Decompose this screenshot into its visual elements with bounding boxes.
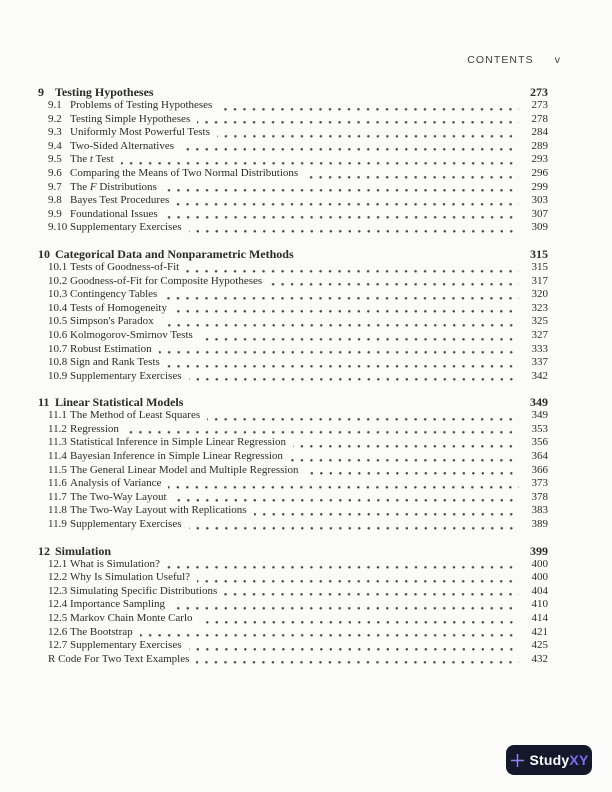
toc-section-row[interactable] [38, 153, 548, 167]
toc-section-row[interactable] [38, 370, 548, 384]
toc-section-row[interactable] [38, 126, 548, 140]
section-page-number: 325 [531, 315, 548, 328]
section-number: 9.1 [48, 99, 62, 111]
toc-section-row[interactable] [38, 423, 548, 437]
section-title [70, 288, 157, 302]
section-number: 11.2 [48, 422, 67, 435]
toc-section-row[interactable] [38, 585, 548, 599]
section-title [70, 585, 217, 599]
toc-section-row[interactable] [38, 356, 548, 370]
section-page-number: 299 [531, 180, 548, 193]
section-title [48, 653, 189, 667]
section-title [70, 153, 114, 167]
section-title [70, 370, 182, 384]
title-segment: Tests of Homogeneity [70, 301, 167, 314]
toc-section-row[interactable] [38, 436, 548, 450]
dot-leader [174, 499, 519, 502]
contents-header-label: CONTENTS [467, 54, 534, 66]
toc-section-row[interactable] [38, 315, 548, 329]
dot-leader [219, 108, 519, 111]
dot-leader [186, 270, 519, 273]
chapter-number: 9 [38, 85, 44, 99]
section-page-number: 303 [531, 194, 548, 207]
section-page-number: 327 [531, 328, 548, 341]
section-page-number: 309 [531, 221, 548, 234]
section-title [70, 302, 167, 316]
dot-leader [200, 338, 519, 341]
title-segment: R Code For Two Text Examples [48, 652, 190, 665]
section-page-number: 400 [531, 557, 548, 570]
title-segment: Supplementary Exercises [70, 518, 182, 531]
section-page-number: 389 [531, 518, 548, 531]
dot-leader [174, 310, 519, 313]
toc-section-row[interactable] [38, 639, 548, 653]
toc-section-row[interactable] [38, 477, 548, 491]
chapter-page-number: 349 [530, 395, 548, 410]
toc-section-row[interactable] [38, 288, 548, 302]
chapter-title [55, 544, 111, 558]
section-number: 12.2 [48, 571, 68, 584]
toc-section-row[interactable] [38, 464, 548, 478]
section-number: 10.7 [48, 342, 68, 355]
toc-section-row[interactable] [38, 626, 548, 640]
chapter-number: 11 [38, 395, 50, 410]
dot-leader [196, 661, 519, 664]
section-page-number: 323 [531, 301, 548, 314]
dot-leader [197, 580, 519, 583]
title-segment: Robust Estimation [70, 342, 152, 355]
title-segment: Linear Statistical Models [55, 395, 184, 410]
section-number: 11.6 [48, 477, 67, 490]
title-segment: Distributions [96, 180, 157, 193]
section-title [70, 275, 262, 289]
title-segment: Why Is Simulation Useful? [70, 571, 191, 584]
dot-leader [126, 431, 519, 434]
toc-section-row[interactable] [38, 571, 548, 585]
chapter-title [55, 247, 294, 261]
title-segment: The Two-Way Layout [70, 490, 167, 503]
section-number: 9.6 [48, 166, 62, 179]
section-title [70, 450, 283, 464]
toc-section-row[interactable] [38, 329, 548, 343]
title-segment: The Bootstrap [70, 625, 133, 638]
section-title [70, 477, 161, 491]
toc-section-row[interactable] [38, 208, 548, 222]
chapter-number: 12 [38, 543, 50, 558]
section-page-number: 383 [531, 504, 548, 517]
toc-chapter [38, 544, 548, 667]
section-title [70, 221, 182, 235]
toc-section-row[interactable] [38, 409, 548, 423]
section-number: 11.3 [48, 436, 67, 449]
toc-section-row[interactable] [38, 261, 548, 275]
chapter-title [55, 395, 183, 409]
section-number: 11.9 [48, 518, 67, 531]
toc-chapter [38, 85, 548, 235]
title-segment: What is Simulation? [70, 557, 160, 570]
toc-section-row[interactable] [38, 504, 548, 518]
section-page-number: 293 [531, 153, 548, 166]
section-page-number: 353 [531, 422, 548, 435]
toc-section-row[interactable] [38, 181, 548, 195]
dot-leader [200, 621, 519, 624]
section-page-number: 404 [531, 584, 548, 597]
section-number: 9.4 [48, 139, 62, 152]
logo-study: Study [529, 752, 570, 768]
title-segment: Testing Hypotheses [55, 85, 154, 99]
title-segment: Bayesian Inference in Simple Linear Regression [70, 450, 283, 463]
section-title [70, 329, 193, 343]
section-page-number: 278 [531, 112, 548, 125]
section-number: 9.10 [48, 221, 68, 234]
title-segment: The [70, 153, 90, 166]
section-page-number: 410 [531, 598, 548, 611]
section-number: 11.4 [48, 450, 67, 463]
toc-chapter [38, 247, 548, 383]
section-number: 9.3 [48, 126, 62, 139]
dot-leader [254, 513, 519, 516]
section-title [70, 504, 247, 518]
section-page-number: 414 [531, 612, 548, 624]
section-page-number: 356 [531, 436, 548, 449]
section-number: 10.2 [48, 274, 68, 287]
title-segment: Simulating Specific Distributions [70, 584, 218, 597]
section-page-number: 333 [531, 342, 548, 355]
title-segment: The General Linear Model and Multiple Regression [70, 463, 299, 476]
section-title [70, 612, 193, 626]
dot-leader [172, 607, 519, 610]
toc-section-row[interactable] [38, 194, 548, 208]
section-title [70, 194, 169, 208]
toc-section-row[interactable] [38, 598, 548, 612]
title-segment: Testing Simple Hypotheses [70, 112, 191, 125]
toc-section-row[interactable] [38, 302, 548, 316]
section-title [70, 571, 190, 585]
toc-section-row[interactable] [38, 491, 548, 505]
section-title [70, 113, 190, 127]
title-segment: Bayes Test Procedures [70, 194, 170, 207]
section-page-number: 284 [531, 126, 548, 139]
dot-leader [176, 203, 519, 206]
section-page-number: 317 [531, 274, 548, 287]
toc-section-row[interactable] [38, 167, 548, 181]
toc-chapter-row[interactable] [38, 85, 548, 99]
title-segment: Foundational Issues [70, 207, 158, 220]
chapter-page-number: 273 [530, 85, 548, 99]
studyxy-badge[interactable] [506, 745, 592, 775]
title-segment: Categorical Data and Nonparametric Methods [55, 246, 294, 261]
section-number: 10.9 [48, 369, 68, 382]
section-title [70, 181, 157, 195]
section-page-number: 373 [531, 477, 548, 490]
section-title [70, 409, 200, 423]
section-title [70, 518, 182, 532]
section-page-number: 421 [531, 625, 548, 638]
section-page-number: 342 [531, 369, 548, 382]
title-segment: Importance Sampling [70, 598, 166, 611]
chapter-number: 10 [38, 246, 50, 261]
toc-section-row[interactable] [38, 113, 548, 127]
toc-section-row[interactable] [38, 558, 548, 572]
title-segment: Markov Chain Monte Carlo [70, 612, 193, 624]
section-page-number: 296 [531, 166, 548, 179]
title-segment: The Two-Way Layout with Replications [70, 504, 247, 517]
title-segment: The [70, 180, 90, 193]
toc-chapter-row[interactable] [38, 544, 548, 558]
chapter-page-number: 399 [530, 543, 548, 558]
toc-section-row[interactable] [38, 99, 548, 113]
dot-leader [290, 459, 519, 462]
section-number: 12.5 [48, 612, 68, 624]
section-number: 10.5 [48, 315, 68, 328]
studyxy-wordmark [530, 752, 589, 768]
title-segment: Statistical Inference in Simple Linear Regression [70, 436, 286, 449]
section-title [70, 436, 286, 450]
section-number: 11.7 [48, 490, 67, 503]
dot-leader [189, 378, 520, 381]
title-segment: Goodness-of-Fit for Composite Hypotheses [70, 274, 263, 287]
title-segment: Problems of Testing Hypotheses [70, 99, 213, 111]
page-header [467, 54, 560, 66]
dot-leader [167, 365, 519, 368]
toc-section-row[interactable] [38, 518, 548, 532]
toc-section-row[interactable] [38, 343, 548, 357]
section-page-number: 289 [531, 139, 548, 152]
dot-leader [189, 648, 520, 651]
section-page-number: 315 [531, 260, 548, 273]
dot-leader [269, 283, 519, 286]
section-title [70, 315, 154, 329]
title-segment: Comparing the Means of Two Normal Distributions [70, 166, 299, 179]
title-segment: Contingency Tables [70, 288, 158, 301]
plus-icon [510, 753, 525, 768]
dot-leader [159, 351, 519, 354]
toc [38, 85, 548, 666]
dot-leader [305, 176, 519, 179]
section-number: 9.2 [48, 112, 62, 125]
section-title [70, 126, 210, 140]
title-segment: F [89, 180, 97, 193]
section-title [70, 598, 165, 612]
dot-leader [164, 189, 519, 192]
section-number: 12.6 [48, 625, 68, 638]
toc-chapter [38, 395, 548, 531]
toc-section-row[interactable] [38, 140, 548, 154]
section-number: 12.3 [48, 584, 68, 597]
section-page-number: 349 [531, 409, 548, 422]
dot-leader [224, 593, 519, 596]
title-segment: Supplementary Exercises [70, 639, 182, 652]
title-segment: Kolmogorov-Smirnov Tests [70, 328, 193, 341]
section-page-number: 307 [531, 207, 548, 220]
logo-xy: XY [569, 752, 589, 768]
section-title [70, 208, 158, 222]
toc-chapter-row[interactable] [38, 247, 548, 261]
title-segment: Simpson's Paradox [70, 315, 154, 328]
dot-leader [167, 566, 519, 569]
section-number: 9.8 [48, 194, 62, 207]
section-page-number: 366 [531, 463, 548, 476]
dot-leader [197, 121, 519, 124]
section-page-number: 273 [531, 99, 548, 111]
section-title [70, 343, 152, 357]
dot-leader [168, 486, 519, 489]
toc-section-row[interactable] [38, 653, 548, 667]
section-title [70, 464, 299, 478]
section-number: 10.4 [48, 301, 68, 314]
section-number: 9.9 [48, 207, 62, 220]
dot-leader [306, 472, 520, 475]
section-page-number: 432 [531, 652, 548, 665]
section-title [70, 167, 298, 181]
chapter-title [55, 85, 154, 99]
section-page-number: 320 [531, 288, 548, 301]
section-title [70, 626, 133, 640]
toc-section-row[interactable] [38, 275, 548, 289]
title-segment: Tests of Goodness-of-Fit [70, 260, 180, 273]
title-segment: t [89, 153, 93, 166]
title-segment: Analysis of Variance [70, 477, 162, 490]
section-number: 10.1 [48, 260, 68, 273]
section-number: 11.8 [48, 504, 67, 517]
section-page-number: 378 [531, 490, 548, 503]
dot-leader [293, 445, 519, 448]
section-number: 12.4 [48, 598, 68, 611]
dot-leader [165, 216, 519, 219]
section-number: 10.8 [48, 356, 68, 369]
section-number: 10.3 [48, 288, 68, 301]
title-segment: Test [92, 153, 114, 166]
title-segment: Sign and Rank Tests [70, 356, 160, 369]
section-title [70, 423, 119, 437]
title-segment: Supplementary Exercises [70, 369, 182, 382]
section-number: 9.7 [48, 180, 62, 193]
chapter-page-number: 315 [530, 246, 548, 261]
section-title [70, 558, 160, 572]
dot-leader [164, 297, 519, 300]
section-title [70, 639, 182, 653]
section-page-number: 364 [531, 450, 548, 463]
dot-leader [121, 162, 519, 165]
title-segment: Two-Sided Alternatives [70, 139, 175, 152]
toc-section-row[interactable] [38, 612, 548, 626]
section-number: 10.6 [48, 328, 68, 341]
toc-section-row[interactable] [38, 221, 548, 235]
title-segment: Uniformly Most Powerful Tests [70, 126, 210, 139]
section-page-number: 400 [531, 571, 548, 584]
section-number: 12.1 [48, 557, 68, 570]
toc-section-row[interactable] [38, 450, 548, 464]
dot-leader [217, 135, 519, 138]
section-title [70, 356, 160, 370]
dot-leader [189, 230, 520, 233]
section-title [70, 491, 167, 505]
section-number: 9.5 [48, 153, 62, 166]
section-number: 11.1 [48, 409, 67, 422]
section-title [70, 140, 174, 154]
toc-chapter-row[interactable] [38, 395, 548, 409]
section-number: 11.5 [48, 463, 67, 476]
section-title [70, 261, 179, 275]
title-segment: Regression [70, 422, 119, 435]
title-segment: The Method of Least Squares [70, 409, 201, 422]
dot-leader [189, 527, 520, 530]
dot-leader [181, 148, 519, 151]
title-segment: Supplementary Exercises [70, 221, 182, 234]
section-title [70, 99, 212, 113]
title-segment: Simulation [55, 543, 112, 558]
dot-leader [140, 634, 519, 637]
dot-leader [207, 418, 519, 421]
section-number: 12.7 [48, 639, 68, 652]
section-page-number: 337 [531, 356, 548, 369]
dot-leader [161, 324, 519, 327]
section-page-number: 425 [531, 639, 548, 652]
folio-page-number: v [554, 54, 560, 66]
